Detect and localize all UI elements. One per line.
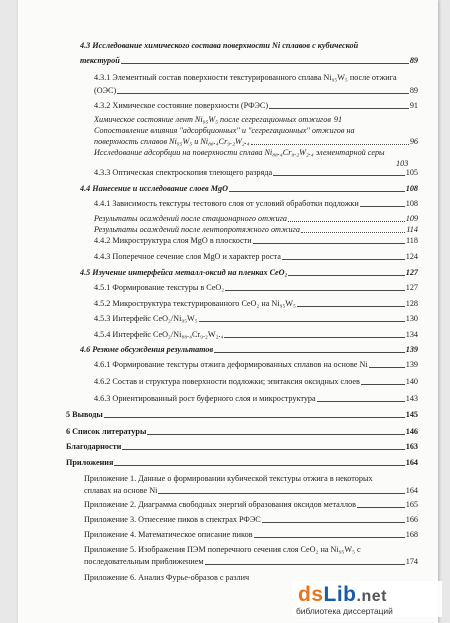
leader-line [114, 465, 404, 466]
page-number: 174 [405, 557, 418, 566]
page-number: 127 [405, 268, 418, 277]
page-number: 114 [406, 225, 418, 234]
leader-line [205, 564, 405, 565]
page-number: 124 [405, 252, 418, 261]
leader-line [122, 449, 404, 450]
page-number: 118 [406, 236, 418, 245]
toc-entry-title: сплавах на основе Ni [84, 486, 158, 495]
toc-entry-title: 5 Выводы [66, 410, 103, 419]
page-number: 134 [405, 330, 418, 339]
page-number: 143 [405, 394, 418, 403]
leader-line [273, 175, 405, 176]
leader-line [225, 290, 405, 291]
page-number: 165 [405, 500, 418, 509]
leader-line [269, 108, 409, 109]
page-number: 89 [409, 86, 418, 95]
page-number: 139 [405, 360, 418, 369]
leader-line [117, 93, 409, 94]
toc-entry-title: Приложение 6. Анализ Фурье-образов с различ [84, 573, 250, 582]
toc-entry-title: 4.5.4 Интерфейс CeO₂/Ni₈₈.₄Cr₉.₂W₂.₄ [94, 330, 224, 339]
leader-line [254, 537, 405, 538]
leader-line [224, 337, 404, 338]
toc-entry-title: (ОЭС) [94, 86, 117, 95]
toc-entry-title: 4.4.1 Зависимость текстуры тестового слоя от условий обработки подложки [94, 199, 359, 208]
page-number: 163 [405, 442, 418, 451]
dslib-logo: dsLib.net [298, 583, 387, 606]
leader-line [297, 306, 405, 307]
toc-entry-title: 6 Список литературы [66, 427, 147, 436]
page-number: 109 [405, 214, 418, 223]
leader-line [262, 522, 405, 523]
leader-line [104, 417, 405, 418]
leader-line [199, 321, 405, 322]
toc-entry-title: 4.4 Нанесение и исследование слоев MgO [80, 184, 228, 193]
toc-entry-title: 4.5 Изучение интерфейса металл-оксид на пленках CeO₂ [80, 268, 288, 277]
page-number: 127 [405, 283, 418, 292]
toc-entry-title: Приложение 2. Диаграмма свободных энергий образования оксидов металлов [84, 500, 357, 509]
toc-entry-title: 4.3.2 Химическое состояние поверхности (РФЭС) [94, 101, 269, 110]
page-number: 91 [333, 115, 343, 124]
toc-entry-title: Химическое состояние лент Ni₉₅W₅ после сегрегационных отжигов [94, 115, 331, 124]
page-number: 130 [405, 314, 418, 323]
toc-entry-title: 4.6.1 Формирование текстуры отжига деформированных сплавов на основе Ni [94, 360, 368, 369]
toc-entry-title: Приложение 4. Математическое описание пиков [84, 530, 253, 539]
toc-entry-title: Результаты осаждений после стационарного отжига [94, 214, 288, 223]
page-number: 103 [396, 159, 409, 168]
toc-entry-title: Результаты осаждений после лентопротяжного отжига [94, 225, 300, 234]
leader-line [361, 384, 405, 385]
leader-line [369, 367, 405, 368]
leader-line [360, 206, 405, 207]
toc-entry-title: Приложения [66, 458, 114, 467]
page-number: 108 [405, 184, 418, 193]
page-number: 145 [405, 410, 418, 419]
toc-entry-title: Благодарности [66, 442, 122, 451]
toc-entry-title: Сопоставление влияния "адсорбционных" и "сегрегационных" отжигов на [94, 126, 355, 135]
toc-entry-title: поверхность сплавов Ni₉₅W₅ и Ni₈₈.₄Cr₉.₂W₂.₄ [94, 137, 250, 146]
toc-entry-title: Приложение 5. Изображения ПЭМ поперечного сечения слоя CeO₂ на Ni₉₅W₅ с [84, 545, 361, 554]
leader-line [288, 275, 404, 276]
toc-entry-title: 4.3.1 Элементный состав поверхности текстурированного сплава Ni₉₅W₅ после отжига [94, 73, 397, 82]
leader-line [147, 434, 404, 435]
leader-line [121, 63, 409, 64]
toc-entry-title: 4.5.2 Микроструктура текстурированного CeO₂ на Ni₉₅W₅ [94, 299, 296, 308]
toc-entry-title: 4.5.1 Формирование текстуры в CeO₂ [94, 283, 225, 292]
leader-line [229, 191, 405, 192]
page-number: 164 [405, 458, 418, 467]
toc-entry-title: 4.6 Резюме обсуждения результатов [80, 345, 214, 354]
page-number: 140 [405, 377, 418, 386]
page-number: 105 [405, 168, 418, 177]
page-number: 164 [405, 486, 418, 495]
toc-entry-title: Приложение 3. Отнесение пиков в спектрах РФЭС [84, 515, 261, 524]
page-number: 128 [405, 299, 418, 308]
toc-entry-title: Исследование адсорбции на поверхности сплава Ni₈₈.₄Cr₉.₂W₂.₄ элементарной серы [94, 148, 385, 157]
page-number: 146 [405, 427, 418, 436]
leader-line [357, 507, 405, 508]
page-number: 89 [409, 56, 418, 65]
page-number: 108 [405, 199, 418, 208]
toc-entry-title: Приложение 1. Данные о формировании кубической текстуры отжига в некоторых [84, 474, 373, 483]
toc-entry-title: 4.6.2 Состав и структура поверхности подложки; эпитаксия оксидных слоев [94, 377, 360, 386]
page-number: 91 [409, 101, 418, 110]
toc-entry-title: 4.3.3 Оптическая спектроскопия тлеющего разряда [94, 168, 273, 177]
toc-entry-title: 4.4.3 Поперечное сечение слоя MgO и характер роста [94, 252, 281, 261]
leader-line [301, 232, 405, 233]
page-number: 139 [405, 345, 418, 354]
leader-line [214, 352, 405, 353]
leader-line [251, 144, 409, 145]
watermark-tagline: библиотека диссертаций [296, 606, 393, 616]
toc-entry-title: 4.3 Исследование химического состава поверхности Ni сплавов с кубической [80, 41, 359, 50]
leader-line [288, 221, 405, 222]
toc-entry-title: 4.5.3 Интерфейс CeO₂/Ni₉₅W₅ [94, 314, 198, 323]
toc-entry-title: 4.6.3 Ориентированный рост буферного слоя и микроструктура [94, 394, 316, 403]
dslib-watermark [292, 581, 442, 617]
toc-entry-title: текстурой [80, 56, 120, 65]
toc-entry-title: 4.4.2 Микроструктура слоя MgO в плоскости [94, 236, 252, 245]
page-number: 96 [409, 137, 418, 146]
page-number: 166 [405, 515, 418, 524]
leader-line [282, 259, 405, 260]
page-number: 168 [405, 530, 418, 539]
leader-line [158, 493, 404, 494]
toc-entry-title: последовательным приближением [84, 557, 204, 566]
leader-line [253, 243, 405, 244]
leader-line [317, 401, 405, 402]
